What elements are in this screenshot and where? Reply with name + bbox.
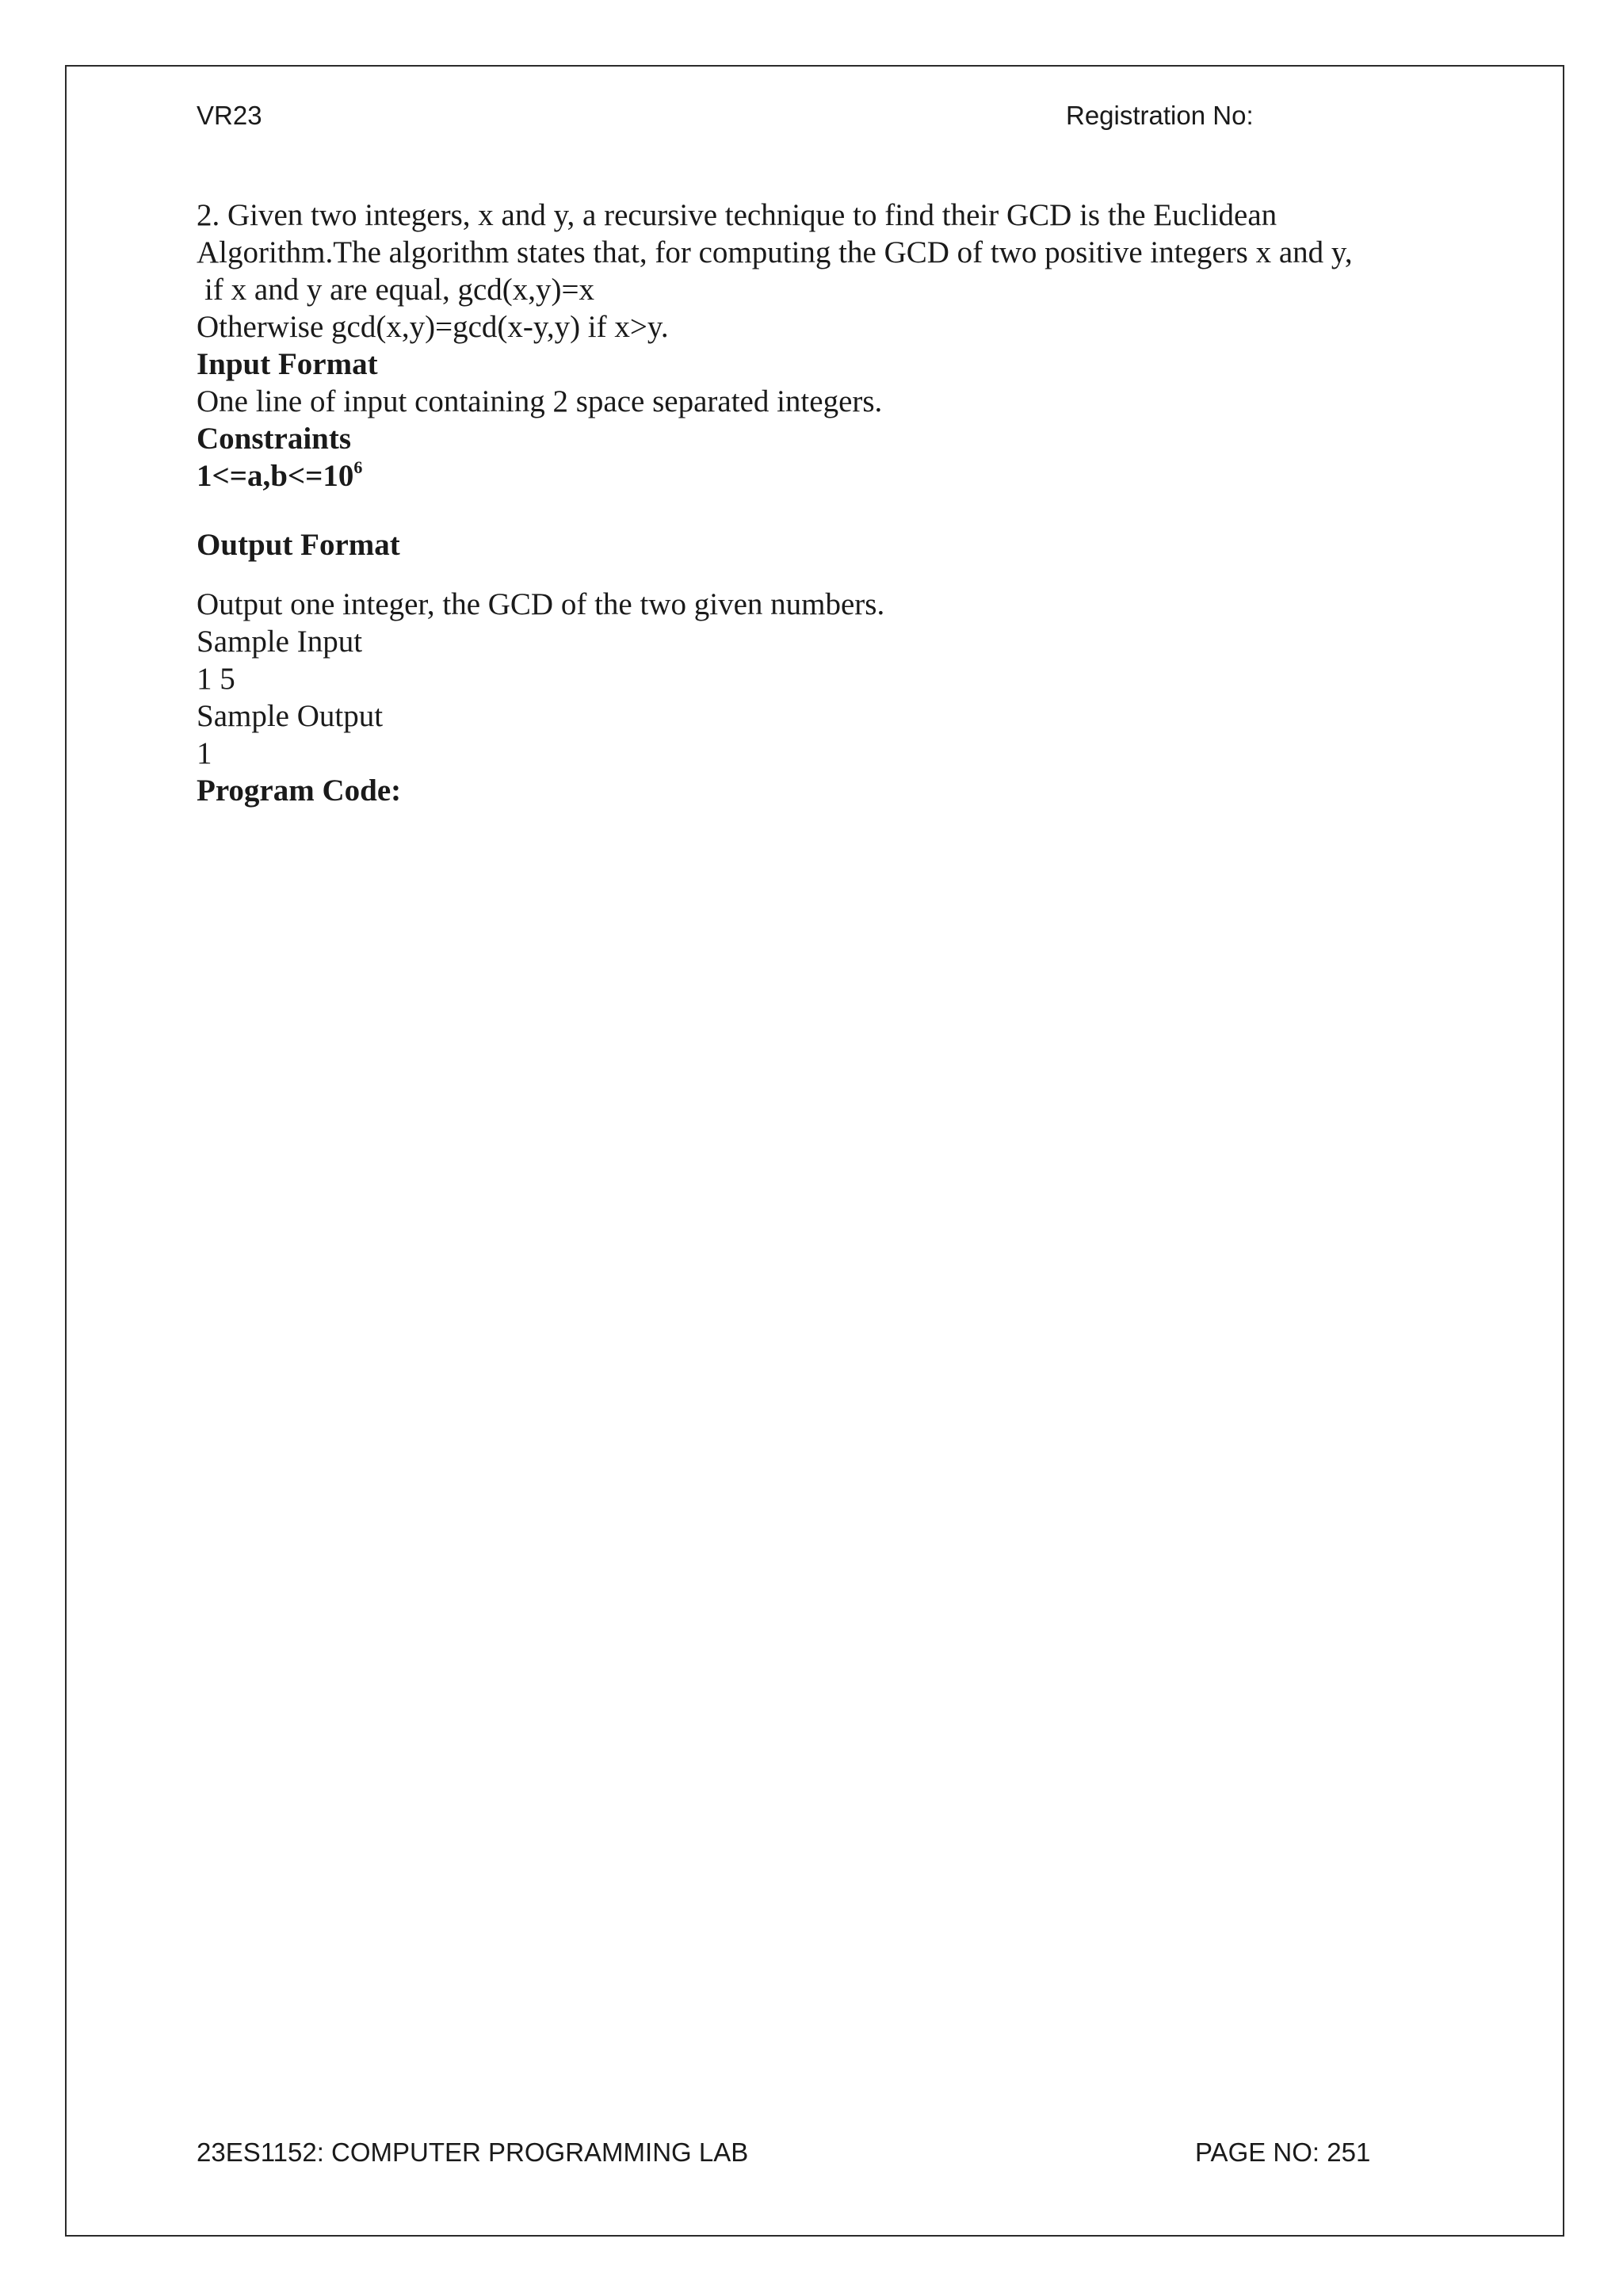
output-format-heading: Output Format [197,528,400,562]
program-code-heading: Program Code: [197,774,402,808]
sample-output-label: Sample Output [197,699,384,733]
problem-statement-line-3: if x and y are equal, gcd(x,y)=x [204,273,594,307]
sample-input-value: 1 5 [197,662,235,696]
input-format-text: One line of input containing 2 space separated integers. [197,384,883,418]
header-registration-label: Registration No: [1066,101,1254,130]
constraints-base: 1<=a,b<=10 [197,459,354,493]
constraints-exponent: 6 [353,457,363,477]
problem-statement-line-1: 2. Given two integers, x and y, a recursive technique to find their GCD is the Euclidean [197,198,1277,232]
problem-statement-line-4: Otherwise gcd(x,y)=gcd(x-y,y) if x>y. [197,310,669,344]
sample-input-label: Sample Input [197,625,363,659]
constraints-text [197,457,1434,495]
problem-statement-line-2: Algorithm.The algorithm states that, for computing the GCD of two positive integers x and y, [197,235,1353,269]
sample-output-value: 1 [197,736,212,770]
footer-page-number: PAGE NO: 251 [1195,2137,1371,2167]
input-format-heading: Input Format [197,347,378,381]
output-format-text: Output one integer, the GCD of the two given numbers. [197,587,885,621]
problem-content [197,197,1434,809]
header-course-code: VR23 [197,101,262,130]
constraints-heading: Constraints [197,422,352,456]
footer-course-title: 23ES1152: COMPUTER PROGRAMMING LAB [197,2137,749,2167]
